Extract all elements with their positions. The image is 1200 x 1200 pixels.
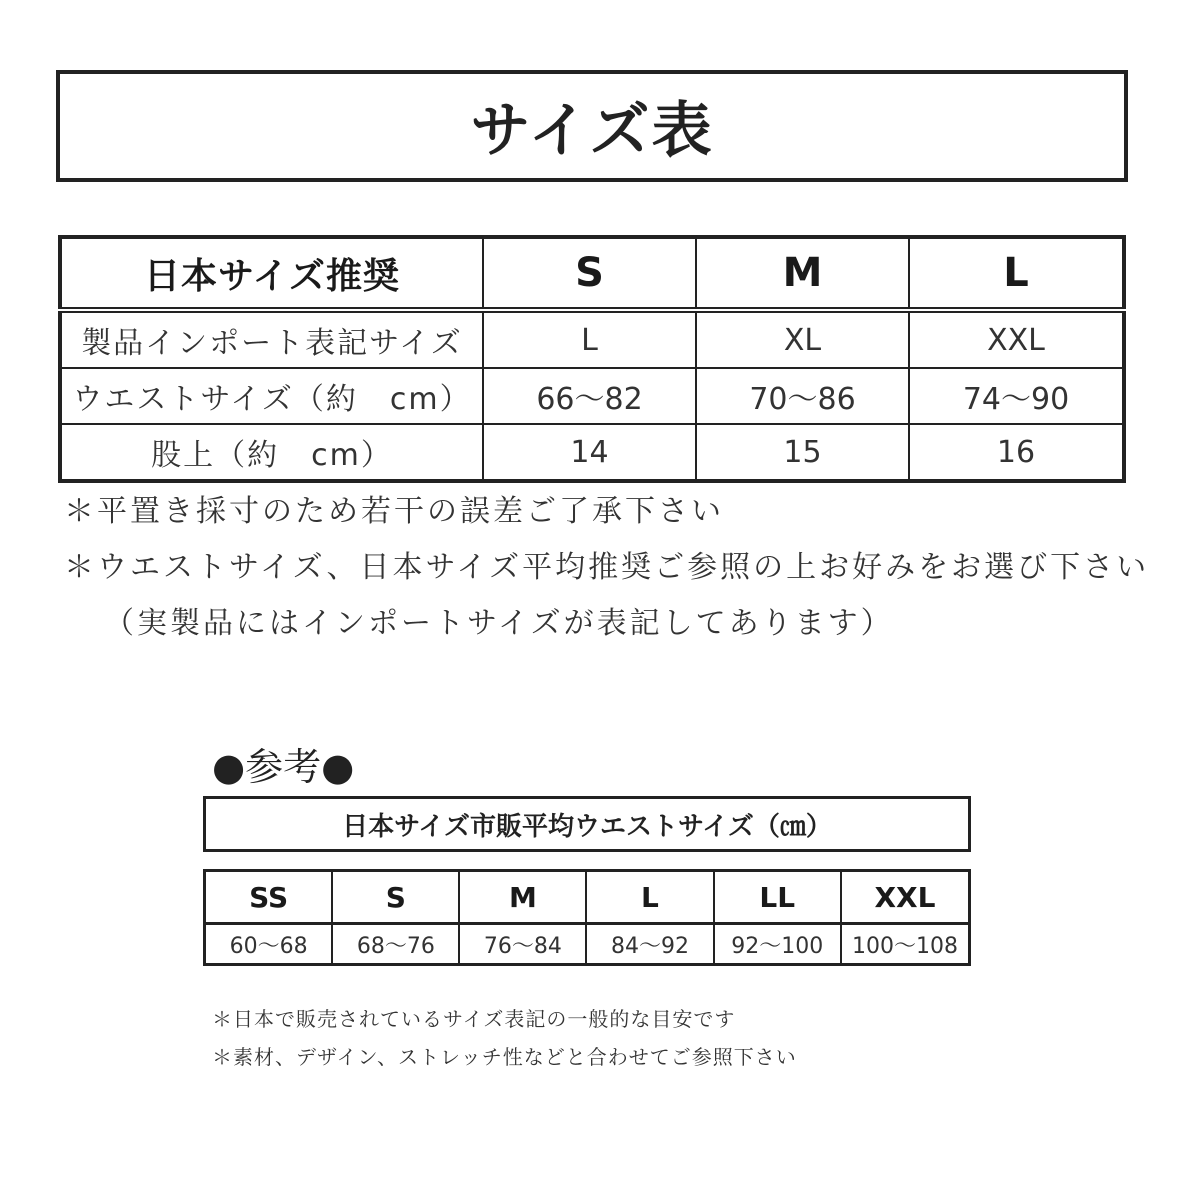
table-cell: 15 — [696, 424, 909, 481]
reference-heading: ●参考● — [212, 745, 355, 789]
header-label-cell: 日本サイズ推奨 — [60, 237, 483, 310]
reference-size-cell: S — [332, 871, 459, 924]
reference-range-cell: 68～76 — [332, 924, 459, 965]
table-cell: 70～86 — [696, 368, 909, 424]
row-label-cell: 製品インポート表記サイズ — [60, 310, 483, 368]
reference-range-cell: 100～108 — [841, 924, 970, 965]
page-title: サイズ表 — [470, 96, 714, 166]
reference-range-cell: 76～84 — [459, 924, 586, 965]
table-row — [60, 368, 1124, 424]
table-cell: 16 — [909, 424, 1124, 481]
reference-size-cell: XXL — [841, 871, 970, 924]
table-cell: 74～90 — [909, 368, 1124, 424]
note-line: （実製品にはインポートサイズが表記してあります） — [104, 606, 894, 641]
reference-note-line: ＊日本で販売されているサイズ表記の一般的な目安です — [212, 1007, 736, 1031]
reference-table-title: 日本サイズ市販平均ウエストサイズ（㎝） — [342, 811, 832, 842]
table-cell: 66～82 — [483, 368, 696, 424]
header-size-cell: L — [909, 237, 1124, 310]
reference-size-cell: M — [459, 871, 586, 924]
reference-range-cell: 60～68 — [205, 924, 333, 965]
reference-size-cell: SS — [205, 871, 333, 924]
row-label-cell: 股上（約 cm） — [60, 424, 483, 481]
header-size-cell: M — [696, 237, 909, 310]
note-line: ＊平置き採寸のため若干の誤差ご了承下さい — [64, 494, 724, 529]
notes-block — [64, 484, 1149, 652]
reference-size-cell: LL — [714, 871, 841, 924]
reference-title-box — [203, 796, 971, 852]
note-line: ＊ウエストサイズ、日本サイズ平均推奨ご参照の上お好みをお選び下さい — [64, 550, 1150, 585]
table-row — [60, 310, 1124, 368]
reference-notes — [212, 1000, 797, 1076]
table-row — [60, 424, 1124, 481]
reference-range-cell: 92～100 — [714, 924, 841, 965]
table-cell: XXL — [909, 310, 1124, 368]
reference-note-line: ＊素材、デザイン、ストレッチ性などと合わせてご参照下さい — [212, 1045, 797, 1069]
header-size-cell: S — [483, 237, 696, 310]
reference-size-cell: L — [586, 871, 713, 924]
table-cell: 14 — [483, 424, 696, 481]
table-cell: L — [483, 310, 696, 368]
table-cell: XL — [696, 310, 909, 368]
reference-range-cell: 84～92 — [586, 924, 713, 965]
size-table-header-row — [60, 237, 1124, 310]
title-box — [56, 70, 1128, 182]
reference-table — [203, 869, 971, 966]
row-label-cell: ウエストサイズ（約 cm） — [60, 368, 483, 424]
reference-size-row — [205, 871, 970, 924]
size-table — [58, 235, 1126, 483]
reference-range-row — [205, 924, 970, 965]
